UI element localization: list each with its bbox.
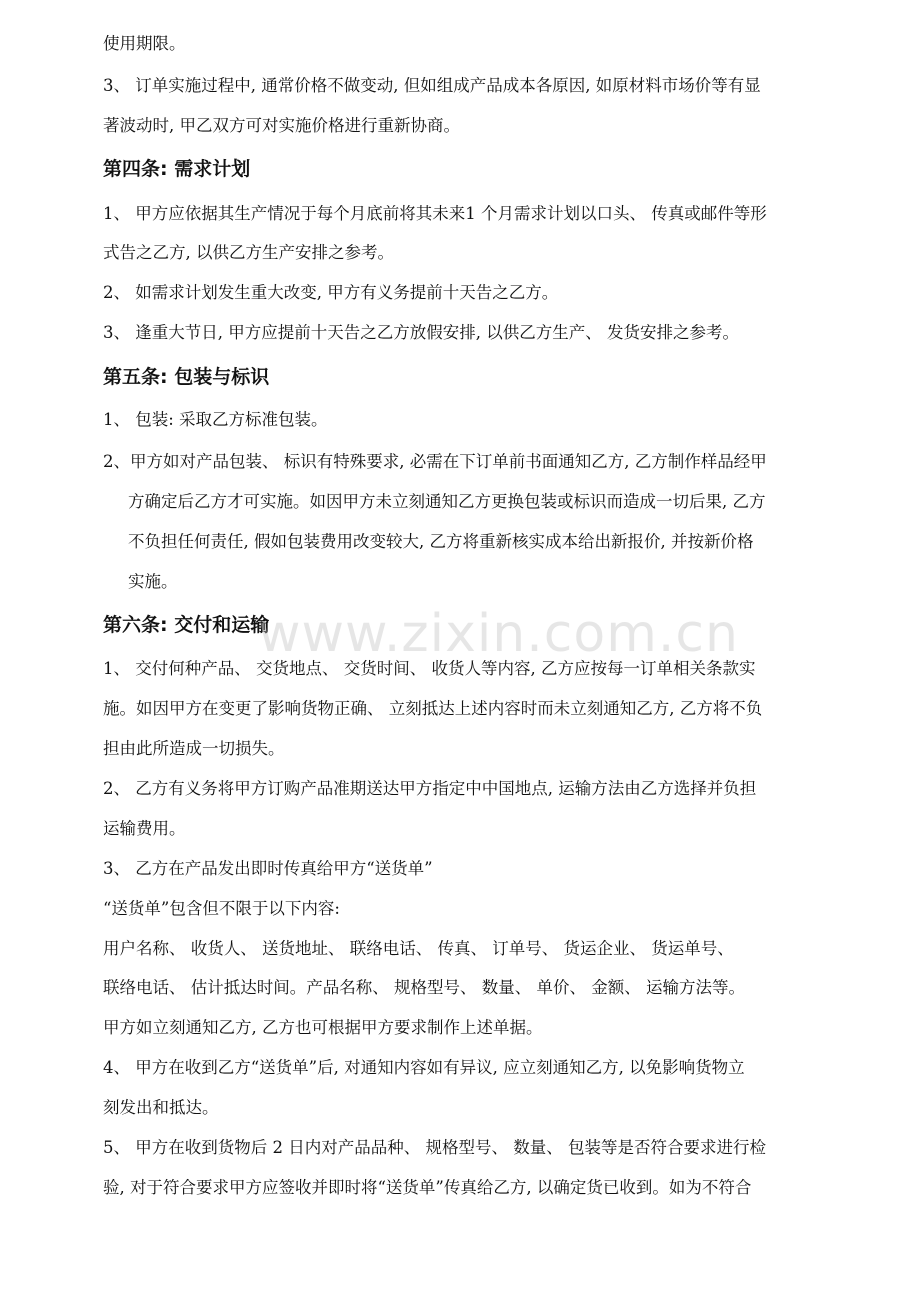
text-line: 3、 订单实施过程中, 通常价格不做变动, 但如组成产品成本各原因, 如原材料市场价等有显 [103, 76, 761, 95]
text-line: 1、 交付何种产品、 交货地点、 交货时间、 收货人等内容, 乙方应按每一订单相关条款实 [103, 659, 756, 678]
text-line: 1、 包装: 采取乙方标准包装。 [103, 410, 328, 429]
text-line: 运输费用。 [103, 819, 186, 838]
section-heading: 第六条: 交付和运输 [103, 614, 270, 636]
text-line: 1、 甲方应依据其生产情况于每个月底前将其未来1 个月需求计划以口头、 传真或邮件等形 [103, 204, 767, 223]
text-line: 联络电话、 估计抵达时间。产品名称、 规格型号、 数量、 单价、 金额、 运输方法等。 [103, 978, 745, 997]
section-heading: 第五条: 包装与标识 [103, 366, 270, 388]
text-line: 2、 乙方有义务将甲方订购产品准期送达甲方指定中中国地点, 运输方法由乙方选择并负担 [103, 779, 757, 798]
text-line: 方确定后乙方才可实施。如因甲方未立刻通知乙方更换包装或标识而造成一切后果, 乙方 [128, 492, 766, 511]
text-line: 式告之乙方, 以供乙方生产安排之参考。 [103, 243, 394, 262]
text-line: 2、甲方如对产品包装、 标识有特殊要求, 必需在下订单前书面通知乙方, 乙方制作样品经甲 [103, 452, 767, 471]
watermark: www.zixin.com.cn [258, 604, 739, 664]
text-line: 不负担任何责任, 假如包装费用改变较大, 乙方将重新核实成本给出新报价, 并按新价格 [128, 532, 754, 551]
text-line: 实施。 [128, 572, 178, 591]
text-line: 验, 对于符合要求甲方应签收并即时将“送货单”传真给乙方, 以确定货已收到。如为不符合 [103, 1178, 752, 1197]
text-line: 2、 如需求计划发生重大改变, 甲方有义务提前十天告之乙方。 [103, 283, 559, 302]
text-line: 施。如因甲方在变更了影响货物正确、 立刻抵达上述内容时而未立刻通知乙方, 乙方将不负 [103, 699, 763, 718]
section-heading: 第四条: 需求计划 [103, 158, 251, 180]
text-line: 担由此所造成一切损失。 [103, 739, 285, 758]
text-line: 甲方如立刻通知乙方, 乙方也可根据甲方要求制作上述单据。 [103, 1018, 543, 1037]
text-line: “送货单”包含但不限于以下内容: [103, 899, 340, 918]
text-line: 著波动时, 甲乙双方可对实施价格进行重新协商。 [103, 116, 460, 135]
text-line: 5、 甲方在收到货物后 2 日内对产品品种、 规格型号、 数量、 包装等是否符合要求进行检 [103, 1138, 766, 1157]
text-line: 刻发出和抵达。 [103, 1098, 219, 1117]
text-line: 3、 乙方在产品发出即时传真给甲方“送货单” [103, 859, 433, 878]
text-line: 3、 逢重大节日, 甲方应提前十天告之乙方放假安排, 以供乙方生产、 发货安排之参考。 [103, 323, 739, 342]
text-line: 使用期限。 [103, 34, 186, 53]
text-line: 用户名称、 收货人、 送货地址、 联络电话、 传真、 订单号、 货运企业、 货运单号、 [103, 939, 734, 958]
text-line: 4、 甲方在收到乙方“送货单”后, 对通知内容如有异议, 应立刻通知乙方, 以免影响货物立 [103, 1058, 745, 1077]
